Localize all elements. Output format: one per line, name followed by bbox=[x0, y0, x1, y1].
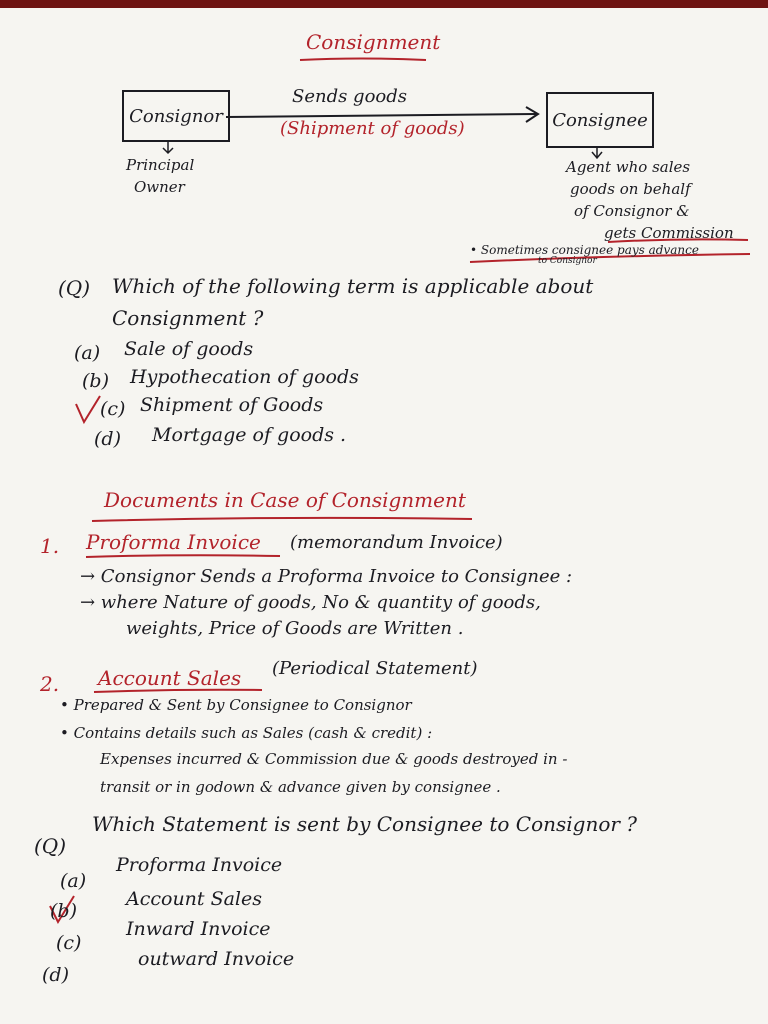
q1-option-c: Shipment of Goods bbox=[140, 394, 324, 416]
consignee-box bbox=[546, 92, 654, 148]
item2-line3: Expenses incurred & Commission due & goods destroyed in - bbox=[100, 750, 568, 768]
q1-line1: Which of the following term is applicable about bbox=[112, 274, 594, 298]
item2-title: Account Sales bbox=[98, 666, 242, 690]
arrow-label: Sends goods bbox=[292, 86, 408, 107]
item1-line2: → where Nature of goods, No & quantity of goods, bbox=[80, 592, 541, 613]
q1-option-b-mark: (b) bbox=[82, 370, 109, 392]
consignee-label: Consignee bbox=[552, 109, 648, 131]
page-title: Consignment bbox=[306, 30, 441, 54]
q1-option-b: Hypothecation of goods bbox=[130, 366, 359, 388]
consignee-note-3: of Consignor & bbox=[574, 202, 690, 220]
consignee-note-2: goods on behalf bbox=[570, 180, 691, 198]
q2-option-c: Inward Invoice bbox=[126, 918, 271, 940]
consignor-box bbox=[122, 90, 230, 142]
advance-note: • Sometimes consignee pays advance bbox=[470, 243, 699, 257]
q2-option-a-mark: (a) bbox=[60, 870, 87, 892]
item2-number: 2. bbox=[40, 672, 60, 696]
item2-paren: (Periodical Statement) bbox=[272, 658, 478, 679]
q1-option-d: Mortgage of goods . bbox=[152, 424, 347, 446]
item2-line4: transit or in godown & advance given by consignee . bbox=[100, 778, 501, 796]
arrow-sublabel: (Shipment of goods) bbox=[280, 118, 465, 139]
q1-option-a-mark: (a) bbox=[74, 342, 101, 364]
q2-option-c-mark: (c) bbox=[56, 932, 82, 954]
item2-line2: • Contains details such as Sales (cash & credit) : bbox=[60, 724, 433, 742]
q1-option-a: Sale of goods bbox=[124, 338, 254, 360]
q2-option-b-mark: (b) bbox=[50, 900, 77, 922]
q1-option-c-mark: (c) bbox=[100, 398, 126, 420]
consignor-note-1: Principal bbox=[126, 156, 195, 174]
q1-line2: Consignment ? bbox=[112, 306, 264, 330]
consignor-label: Consignor bbox=[129, 105, 223, 127]
q1-option-d-mark: (d) bbox=[94, 428, 121, 450]
q2-option-b: Account Sales bbox=[126, 888, 263, 910]
consignor-note-2: Owner bbox=[134, 178, 185, 196]
item2-line1: • Prepared & Sent by Consignee to Consignor bbox=[60, 696, 412, 714]
item1-title: Proforma Invoice bbox=[86, 530, 261, 554]
advance-note-small: to Consignor bbox=[538, 256, 597, 266]
item1-number: 1. bbox=[40, 534, 60, 558]
item1-paren: (memorandum Invoice) bbox=[290, 532, 503, 553]
q2-prefix: (Q) bbox=[34, 834, 67, 858]
q2-option-a: Proforma Invoice bbox=[116, 854, 283, 876]
item1-line3: weights, Price of Goods are Written . bbox=[126, 618, 464, 639]
consignee-note-4: gets Commission bbox=[604, 224, 734, 242]
q1-prefix: (Q) bbox=[58, 276, 91, 300]
q2-line1: Which Statement is sent by Consignee to Consignor ? bbox=[92, 812, 638, 836]
consignee-note-1: Agent who sales bbox=[566, 158, 691, 176]
section-heading: Documents in Case of Consignment bbox=[104, 488, 466, 512]
q2-option-d-mark: (d) bbox=[42, 964, 69, 986]
item1-line1: → Consignor Sends a Proforma Invoice to Consignee : bbox=[80, 566, 573, 587]
q2-option-d: outward Invoice bbox=[138, 948, 295, 970]
